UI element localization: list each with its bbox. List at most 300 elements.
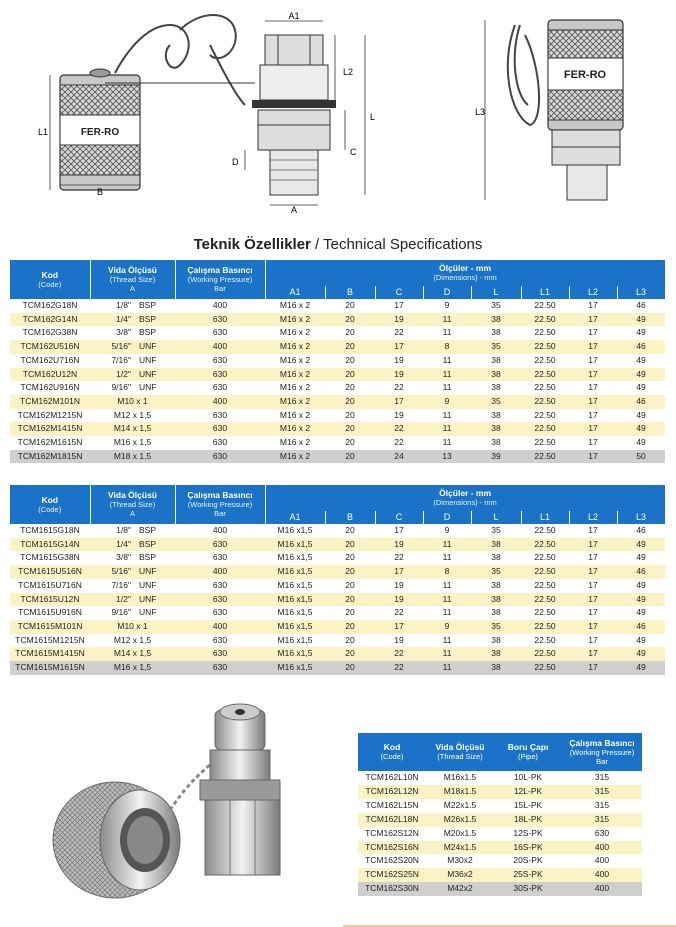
table-cell: TCM1615U12N [10, 593, 90, 607]
title-bold: Teknik Özellikler [193, 236, 311, 253]
header-dim-a1: A1 [265, 511, 325, 524]
table-cell: 400 [175, 620, 265, 634]
table-cell: 17 [375, 340, 423, 354]
header-dim-l2: L2 [569, 286, 617, 299]
table-cell: M10 x 1 [90, 620, 175, 634]
table-cell: 7/16" [90, 354, 135, 368]
table-cell: TCM162G18N [10, 299, 90, 313]
table-row [10, 606, 665, 620]
table-cell: TCM162L15N [358, 799, 426, 813]
table-cell: 1/2" [90, 368, 135, 382]
table-cell: 315 [562, 771, 642, 785]
table-cell: 11 [423, 634, 471, 648]
header-kod: Kod (Code) [358, 733, 426, 771]
table-cell: 22.50 [521, 450, 569, 464]
table-cell: BSP [135, 538, 175, 552]
table-cell: M16 x1,5 [265, 620, 325, 634]
table-cell: 630 [562, 827, 642, 841]
table-cell: 630 [175, 381, 265, 395]
table-cell: 38 [471, 647, 521, 661]
table-cell: 8 [423, 340, 471, 354]
table-cell: 46 [617, 620, 665, 634]
table-cell: 630 [175, 326, 265, 340]
header-dim-d: D [423, 286, 471, 299]
table-cell: BSP [135, 524, 175, 538]
table-cell: M36x2 [426, 868, 494, 882]
table-row [10, 299, 665, 313]
technical-drawing-side [470, 5, 670, 215]
table-cell: 22.50 [521, 436, 569, 450]
table-cell: 22.50 [521, 326, 569, 340]
table-cell: TCM162S16N [358, 841, 426, 855]
table-cell: 38 [471, 661, 521, 675]
table-cell: M16 x 2 [265, 313, 325, 327]
table-row [10, 579, 665, 593]
table-cell: 22 [375, 551, 423, 565]
table-cell: 17 [569, 395, 617, 409]
table-cell: 1/8" [90, 524, 135, 538]
table-cell: 400 [175, 565, 265, 579]
table-row [10, 661, 665, 675]
spec-table-3 [358, 733, 642, 896]
table-cell: 19 [375, 538, 423, 552]
table-cell: TCM1615G38N [10, 551, 90, 565]
table-cell: 22.50 [521, 395, 569, 409]
table-cell: M22x1.5 [426, 799, 494, 813]
spec-table-2 [10, 485, 666, 675]
header-olculer: Ölçüler - mm (Dimensions) - mm [265, 485, 665, 511]
table-cell: 22.50 [521, 620, 569, 634]
table-cell: M16 x 2 [265, 436, 325, 450]
table-cell: 1/8" [90, 299, 135, 313]
table-row [10, 436, 665, 450]
table-cell: 49 [617, 436, 665, 450]
header-vida: Vida Ölçüsü (Thread Size) A [90, 485, 175, 524]
table-cell: 49 [617, 409, 665, 423]
table-cell: M16 x1,5 [265, 538, 325, 552]
table-cell: 22.50 [521, 647, 569, 661]
table-cell: 49 [617, 661, 665, 675]
table-cell: 400 [562, 841, 642, 855]
table-cell: 20 [325, 634, 375, 648]
table-row [10, 524, 665, 538]
table-cell: 20 [325, 620, 375, 634]
section-title [0, 236, 676, 253]
table-cell: 10L-PK [494, 771, 562, 785]
table-cell: 17 [569, 422, 617, 436]
table-cell: 38 [471, 381, 521, 395]
table-cell: 19 [375, 368, 423, 382]
table-cell: 315 [562, 813, 642, 827]
table-cell: 38 [471, 551, 521, 565]
table-cell: 17 [569, 524, 617, 538]
table-cell: 38 [471, 326, 521, 340]
table-cell: 20 [325, 524, 375, 538]
table-cell: 17 [569, 565, 617, 579]
table-cell: 17 [569, 299, 617, 313]
table-row [10, 354, 665, 368]
header-dim-l2: L2 [569, 511, 617, 524]
table-cell: 22.50 [521, 381, 569, 395]
table-cell: TCM162U716N [10, 354, 90, 368]
table-cell: 630 [175, 579, 265, 593]
table-cell: M16 x 2 [265, 340, 325, 354]
table-cell: UNF [135, 565, 175, 579]
table-row [358, 827, 642, 841]
table-cell: 22 [375, 422, 423, 436]
table-cell: 17 [569, 606, 617, 620]
header-dim-l: L [471, 286, 521, 299]
table-cell: M14 x 1,5 [90, 647, 175, 661]
table-cell: M20x1.5 [426, 827, 494, 841]
table-cell: 400 [175, 299, 265, 313]
table-cell: 17 [569, 634, 617, 648]
table-cell: 17 [375, 565, 423, 579]
table-cell: 22.50 [521, 368, 569, 382]
table-cell: TCM162L12N [358, 785, 426, 799]
table-cell: 19 [375, 634, 423, 648]
table-cell: M12 x 1,5 [90, 634, 175, 648]
table-cell: 630 [175, 593, 265, 607]
table-cell: 20 [325, 436, 375, 450]
table-cell: TCM162G38N [10, 326, 90, 340]
table-cell: 315 [562, 785, 642, 799]
table-cell: 19 [375, 313, 423, 327]
table-cell: 17 [569, 551, 617, 565]
table-row [10, 422, 665, 436]
header-vida: Vida Ölçüsü (Thread Size) A [90, 260, 175, 299]
table-cell: 630 [175, 354, 265, 368]
table-cell: UNF [135, 593, 175, 607]
table-cell: 19 [375, 354, 423, 368]
table-cell: TCM1615U516N [10, 565, 90, 579]
table-cell: 17 [569, 579, 617, 593]
table-cell: 400 [562, 868, 642, 882]
table-cell: 17 [569, 326, 617, 340]
table-cell: M14 x 1,5 [90, 422, 175, 436]
table-cell: 22.50 [521, 354, 569, 368]
table-cell: TCM1615M1215N [10, 634, 90, 648]
table-cell: 38 [471, 436, 521, 450]
header-kod: Kod (Code) [10, 260, 90, 299]
table-cell: M16 x 2 [265, 409, 325, 423]
table-cell: 9 [423, 395, 471, 409]
table-cell: M18x1.5 [426, 785, 494, 799]
table-cell: 22.50 [521, 340, 569, 354]
table-cell: BSP [135, 313, 175, 327]
table-cell: 20 [325, 551, 375, 565]
table-cell: 11 [423, 422, 471, 436]
table-cell: 17 [569, 381, 617, 395]
table-cell: 20 [325, 606, 375, 620]
table-cell: 19 [375, 409, 423, 423]
table-cell: 17 [569, 538, 617, 552]
table-cell: 11 [423, 593, 471, 607]
table-cell: 22.50 [521, 538, 569, 552]
table-cell: 17 [569, 436, 617, 450]
table-cell: 11 [423, 409, 471, 423]
table-cell: 630 [175, 634, 265, 648]
table-cell: 20 [325, 326, 375, 340]
table-cell: M16x1.5 [426, 771, 494, 785]
table-cell: 22.50 [521, 551, 569, 565]
table-cell: 35 [471, 620, 521, 634]
table-cell: 38 [471, 422, 521, 436]
table-cell: BSP [135, 299, 175, 313]
table-cell: 22 [375, 436, 423, 450]
table-cell: 630 [175, 551, 265, 565]
table-cell: 17 [569, 313, 617, 327]
table-row [358, 771, 642, 785]
table-cell: 11 [423, 579, 471, 593]
table-cell: 9 [423, 524, 471, 538]
table-cell: 8 [423, 565, 471, 579]
table-cell: TCM162U516N [10, 340, 90, 354]
header-calisma: Çalışma Basıncı (Working Pressure) Bar [562, 733, 642, 771]
table-row [10, 538, 665, 552]
table-cell: 46 [617, 340, 665, 354]
table-cell: M16 x1,5 [265, 551, 325, 565]
table-row [10, 593, 665, 607]
table-cell: 17 [375, 620, 423, 634]
table-row [10, 565, 665, 579]
table-row [10, 368, 665, 382]
table-cell: 20 [325, 538, 375, 552]
table-cell: 22.50 [521, 299, 569, 313]
table-cell: M16 x1,5 [265, 606, 325, 620]
table-cell: TCM1615U716N [10, 579, 90, 593]
table-cell: M16 x 2 [265, 381, 325, 395]
header-olculer: Ölçüler - mm (Dimensions) - mm [265, 260, 665, 286]
table-cell: 22.50 [521, 579, 569, 593]
header-dim-l3: L3 [617, 286, 665, 299]
table-cell: M16 x 2 [265, 326, 325, 340]
table-cell: 630 [175, 409, 265, 423]
header-dim-l1: L1 [521, 286, 569, 299]
table-cell: 46 [617, 299, 665, 313]
table-cell: 17 [569, 354, 617, 368]
table-cell: TCM1615G18N [10, 524, 90, 538]
table-cell: 17 [375, 395, 423, 409]
table-cell: 11 [423, 436, 471, 450]
header-dim-a1: A1 [265, 286, 325, 299]
table-cell: M16 x1,5 [265, 634, 325, 648]
table-cell: 20 [325, 422, 375, 436]
table-cell: UNF [135, 579, 175, 593]
table-cell: 11 [423, 354, 471, 368]
table-row [358, 854, 642, 868]
table-row [358, 799, 642, 813]
table-cell: 9 [423, 299, 471, 313]
table-cell: M42x2 [426, 882, 494, 896]
table-cell: 46 [617, 565, 665, 579]
table-cell: TCM162M101N [10, 395, 90, 409]
table-cell: 20S-PK [494, 854, 562, 868]
table-row [10, 647, 665, 661]
dim-l1: L1 [38, 127, 49, 137]
table-cell: 400 [175, 395, 265, 409]
table-cell: M16 x 2 [265, 395, 325, 409]
table-cell: 20 [325, 593, 375, 607]
table-cell: TCM162M1615N [10, 436, 90, 450]
table-cell: 38 [471, 538, 521, 552]
table-cell: UNF [135, 368, 175, 382]
table-row [358, 813, 642, 827]
table-cell: 20 [325, 381, 375, 395]
table-cell: 38 [471, 368, 521, 382]
spec-table-1 [10, 260, 666, 463]
table-cell: 49 [617, 606, 665, 620]
table-cell: 630 [175, 436, 265, 450]
table-cell: 12L-PK [494, 785, 562, 799]
header-dim-d: D [423, 511, 471, 524]
table-cell: 11 [423, 538, 471, 552]
table-cell: 38 [471, 354, 521, 368]
header-dim-l3: L3 [617, 511, 665, 524]
table-cell: 49 [617, 634, 665, 648]
table-cell: M16 x 2 [265, 299, 325, 313]
table-cell: 49 [617, 579, 665, 593]
table-cell: 24 [375, 450, 423, 464]
table-cell: 20 [325, 368, 375, 382]
table-cell: 11 [423, 381, 471, 395]
table-cell: 17 [569, 593, 617, 607]
table-cell: 25S-PK [494, 868, 562, 882]
table-cell: UNF [135, 354, 175, 368]
table-cell: 49 [617, 354, 665, 368]
header-dim-c: C [375, 286, 423, 299]
table-cell: 22.50 [521, 524, 569, 538]
table-cell: 630 [175, 647, 265, 661]
table-cell: 9/16" [90, 606, 135, 620]
table-cell: 11 [423, 326, 471, 340]
table-cell: M16 x 2 [265, 422, 325, 436]
table-cell: M16 x1,5 [265, 593, 325, 607]
table-cell: 630 [175, 313, 265, 327]
table-row [358, 785, 642, 799]
table-cell: 20 [325, 647, 375, 661]
table-cell: 11 [423, 606, 471, 620]
table-cell: 38 [471, 579, 521, 593]
table-cell: 22.50 [521, 593, 569, 607]
table-cell: TCM162M1815N [10, 450, 90, 464]
table-cell: 11 [423, 313, 471, 327]
table-cell: 13 [423, 450, 471, 464]
table-cell: TCM162S12N [358, 827, 426, 841]
header-dim-c: C [375, 511, 423, 524]
table-cell: 630 [175, 450, 265, 464]
table-cell: TCM1615G14N [10, 538, 90, 552]
table-cell: 1/2" [90, 593, 135, 607]
table-cell: TCM162S25N [358, 868, 426, 882]
table-row [10, 450, 665, 464]
table-cell: 49 [617, 326, 665, 340]
table-cell: 3/8" [90, 551, 135, 565]
table-cell: 630 [175, 368, 265, 382]
table-cell: M10 x 1 [90, 395, 175, 409]
table-cell: BSP [135, 551, 175, 565]
table-cell: 20 [325, 450, 375, 464]
table-cell: M16 x 2 [265, 368, 325, 382]
table-cell: 22 [375, 606, 423, 620]
header-boru: Boru Çapı (Pipe) [494, 733, 562, 771]
table-cell: M16 x1,5 [265, 565, 325, 579]
table-cell: 20 [325, 661, 375, 675]
table-row [358, 841, 642, 855]
table-row [10, 409, 665, 423]
header-calisma: Çalışma Basıncı (Working Pressure) Bar [175, 260, 265, 299]
table-cell: 5/16" [90, 565, 135, 579]
table-cell: 11 [423, 368, 471, 382]
table-cell: 17 [375, 524, 423, 538]
header-vida: Vida Ölçüsü (Thread Size) [426, 733, 494, 771]
table-cell: 11 [423, 661, 471, 675]
table-cell: M16 x1,5 [265, 524, 325, 538]
table-cell: 19 [375, 579, 423, 593]
table-cell: TCM162S30N [358, 882, 426, 896]
header-dim-l: L [471, 511, 521, 524]
table-row [358, 868, 642, 882]
table-cell: TCM162L10N [358, 771, 426, 785]
table-cell: 5/16" [90, 340, 135, 354]
table-cell: TCM162L18N [358, 813, 426, 827]
table-cell: 49 [617, 422, 665, 436]
table-cell: 22.50 [521, 606, 569, 620]
table-cell: TCM162G14N [10, 313, 90, 327]
table-row [10, 395, 665, 409]
table-cell: 12S-PK [494, 827, 562, 841]
dim-l2: L2 [343, 67, 354, 77]
brand-label-right: FER-RO [563, 69, 607, 81]
table-cell: 38 [471, 313, 521, 327]
table-cell: 16S-PK [494, 841, 562, 855]
table-cell: TCM162S20N [358, 854, 426, 868]
table-cell: 49 [617, 538, 665, 552]
table-row [10, 634, 665, 648]
table-cell: 35 [471, 395, 521, 409]
table-cell: 20 [325, 579, 375, 593]
table-cell: 35 [471, 340, 521, 354]
table-cell: M18 x 1,5 [90, 450, 175, 464]
table-cell: 38 [471, 593, 521, 607]
table-cell: M16 x1,5 [265, 647, 325, 661]
table-cell: 22 [375, 326, 423, 340]
table-cell: 38 [471, 409, 521, 423]
table-cell: 11 [423, 551, 471, 565]
table-cell: TCM162U12N [10, 368, 90, 382]
table-cell: 30S-PK [494, 882, 562, 896]
table-cell: 22.50 [521, 422, 569, 436]
table-row [10, 326, 665, 340]
header-dim-l1: L1 [521, 511, 569, 524]
technical-drawing-front [20, 5, 380, 220]
table-cell: TCM162M1415N [10, 422, 90, 436]
table-cell: 17 [375, 299, 423, 313]
table-cell: 18L-PK [494, 813, 562, 827]
table-cell: 49 [617, 593, 665, 607]
title-rest: / Technical Specifications [310, 236, 483, 253]
table-cell: 38 [471, 606, 521, 620]
table-cell: BSP [135, 326, 175, 340]
table-cell: TCM1615M1415N [10, 647, 90, 661]
table-cell: 17 [569, 661, 617, 675]
table-cell: M16 x 2 [265, 354, 325, 368]
brand-label-left: FER-RO [80, 127, 120, 138]
table-cell: 9/16" [90, 381, 135, 395]
table-cell: 1/4" [90, 538, 135, 552]
table-cell: M16 x1,5 [265, 661, 325, 675]
table-cell: 20 [325, 299, 375, 313]
